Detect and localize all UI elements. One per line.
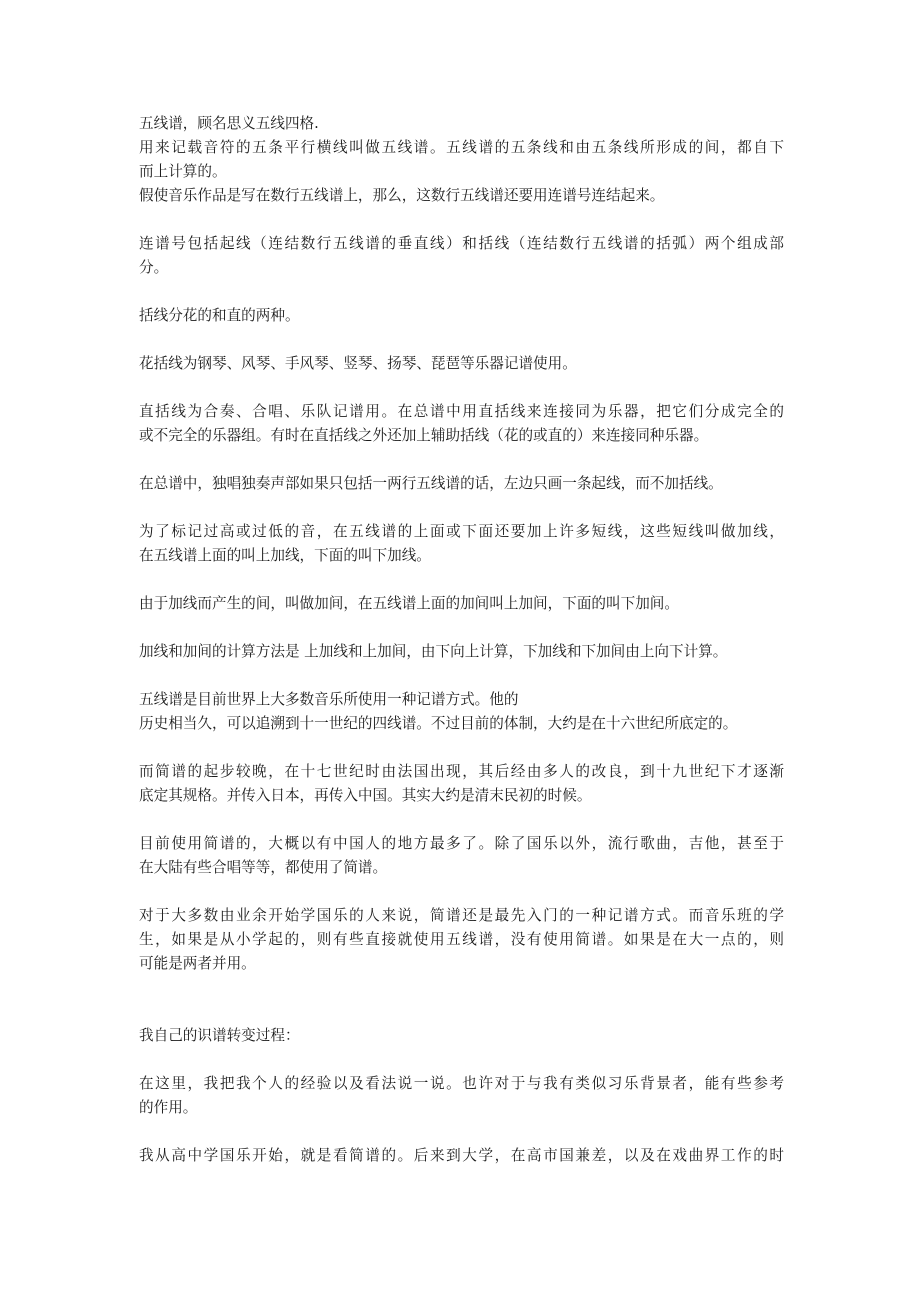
- text-line: 分。: [139, 259, 169, 276]
- paragraph-gap: [139, 616, 784, 640]
- text-line: 的作用。: [139, 1099, 198, 1116]
- text-line: 五线谱，顾名思义五线四格.: [139, 115, 319, 132]
- text-line: 目前使用简谱的，大概以有中国人的地方最多了。除了国乐以外，流行歌曲，吉他，甚至于: [139, 835, 784, 852]
- text-line: 连谱号包括起线（连结数行五线谱的垂直线）和括线（连结数行五线谱的括弧）两个组成部: [139, 235, 784, 252]
- paragraph-gap: [139, 880, 784, 904]
- text-line: 或不完全的乐器组。有时在直括线之外还加上辅助括线（花的或直的）来连接同种乐器。: [139, 427, 709, 444]
- paragraph-gap: [139, 328, 784, 352]
- text-line: 假使音乐作品是写在数行五线谱上，那么，这数行五线谱还要用连谱号连结起来。: [139, 187, 665, 204]
- text-line: 在大陆有些合唱等等，都使用了简谱。: [139, 859, 388, 876]
- paragraph-gap: [139, 1048, 784, 1072]
- text-line: 而简谱的起步较晚，在十七世纪时由法国出现，其后经由多人的改良，到十九世纪下才逐渐: [139, 763, 784, 780]
- text-line: 五线谱是目前世界上大多数音乐所使用一种记谱方式。他的: [139, 691, 519, 708]
- text-line: 用来记载音符的五条平行横线叫做五线谱。五线谱的五条线和由五条线所形成的间，都自下: [139, 139, 784, 156]
- text-line: 在五线谱上面的叫上加线，下面的叫下加线。: [139, 547, 431, 564]
- paragraph-gap: [139, 1120, 784, 1144]
- paragraph-gap: [139, 496, 784, 520]
- text-line: 生，如果是从小学起的，则有些直接就使用五线谱，没有使用简谱。如果是在大一点的，则: [139, 931, 784, 948]
- text-line: 底定其规格。并传入日本，再传入中国。其实大约是清末民初的时候。: [139, 787, 592, 804]
- paragraph-gap: [139, 808, 784, 832]
- paragraph-gap: [139, 448, 784, 472]
- text-line: 可能是两者并用。: [139, 955, 256, 972]
- text-line: 加线和加间的计算方法是 上加线和上加间，由下向上计算，下加线和下加间由上向下计算。: [139, 643, 728, 660]
- paragraph-gap: [139, 280, 784, 304]
- text-line: 花括线为钢琴、风琴、手风琴、竖琴、扬琴、琵琶等乐器记谱使用。: [139, 355, 577, 372]
- text-line: 而上计算的。: [139, 163, 227, 180]
- text-line: 由于加线而产生的间，叫做加间，在五线谱上面的加间叫上加间，下面的叫下加间。: [139, 595, 679, 612]
- paragraph-gap: [139, 664, 784, 688]
- text-line: 在总谱中，独唱独奏声部如果只包括一两行五线谱的话，左边只画一条起线，而不加括线。: [139, 475, 723, 492]
- document-body: [139, 112, 784, 1168]
- paragraph-gap: [139, 736, 784, 760]
- text-line: 我从高中学国乐开始，就是看简谱的。后来到大学，在高市国兼差，以及在戏曲界工作的时: [139, 1147, 784, 1164]
- text-line: 直括线为合奏、合唱、乐队记谱用。在总谱中用直括线来连接同为乐器，把它们分成完全的: [139, 403, 784, 420]
- text-line: 为了标记过高或过低的音，在五线谱的上面或下面还要加上许多短线，这些短线叫做加线，: [139, 523, 784, 540]
- section-gap: [139, 976, 784, 1024]
- section-heading: 我自己的识谱转变过程：: [139, 1027, 300, 1044]
- paragraph-gap: [139, 208, 784, 232]
- paragraph-gap: [139, 376, 784, 400]
- text-line: 对于大多数由业余开始学国乐的人来说，简谱还是最先入门的一种记谱方式。而音乐班的学: [139, 907, 784, 924]
- text-line: 历史相当久，可以追溯到十一世纪的四线谱。不过目前的体制，大约是在十六世纪所底定的。: [139, 715, 738, 732]
- text-line: 在这里，我把我个人的经验以及看法说一说。也许对于与我有类似习乐背景者，能有些参考: [139, 1075, 784, 1092]
- text-line: 括线分花的和直的两种。: [139, 307, 300, 324]
- paragraph-gap: [139, 568, 784, 592]
